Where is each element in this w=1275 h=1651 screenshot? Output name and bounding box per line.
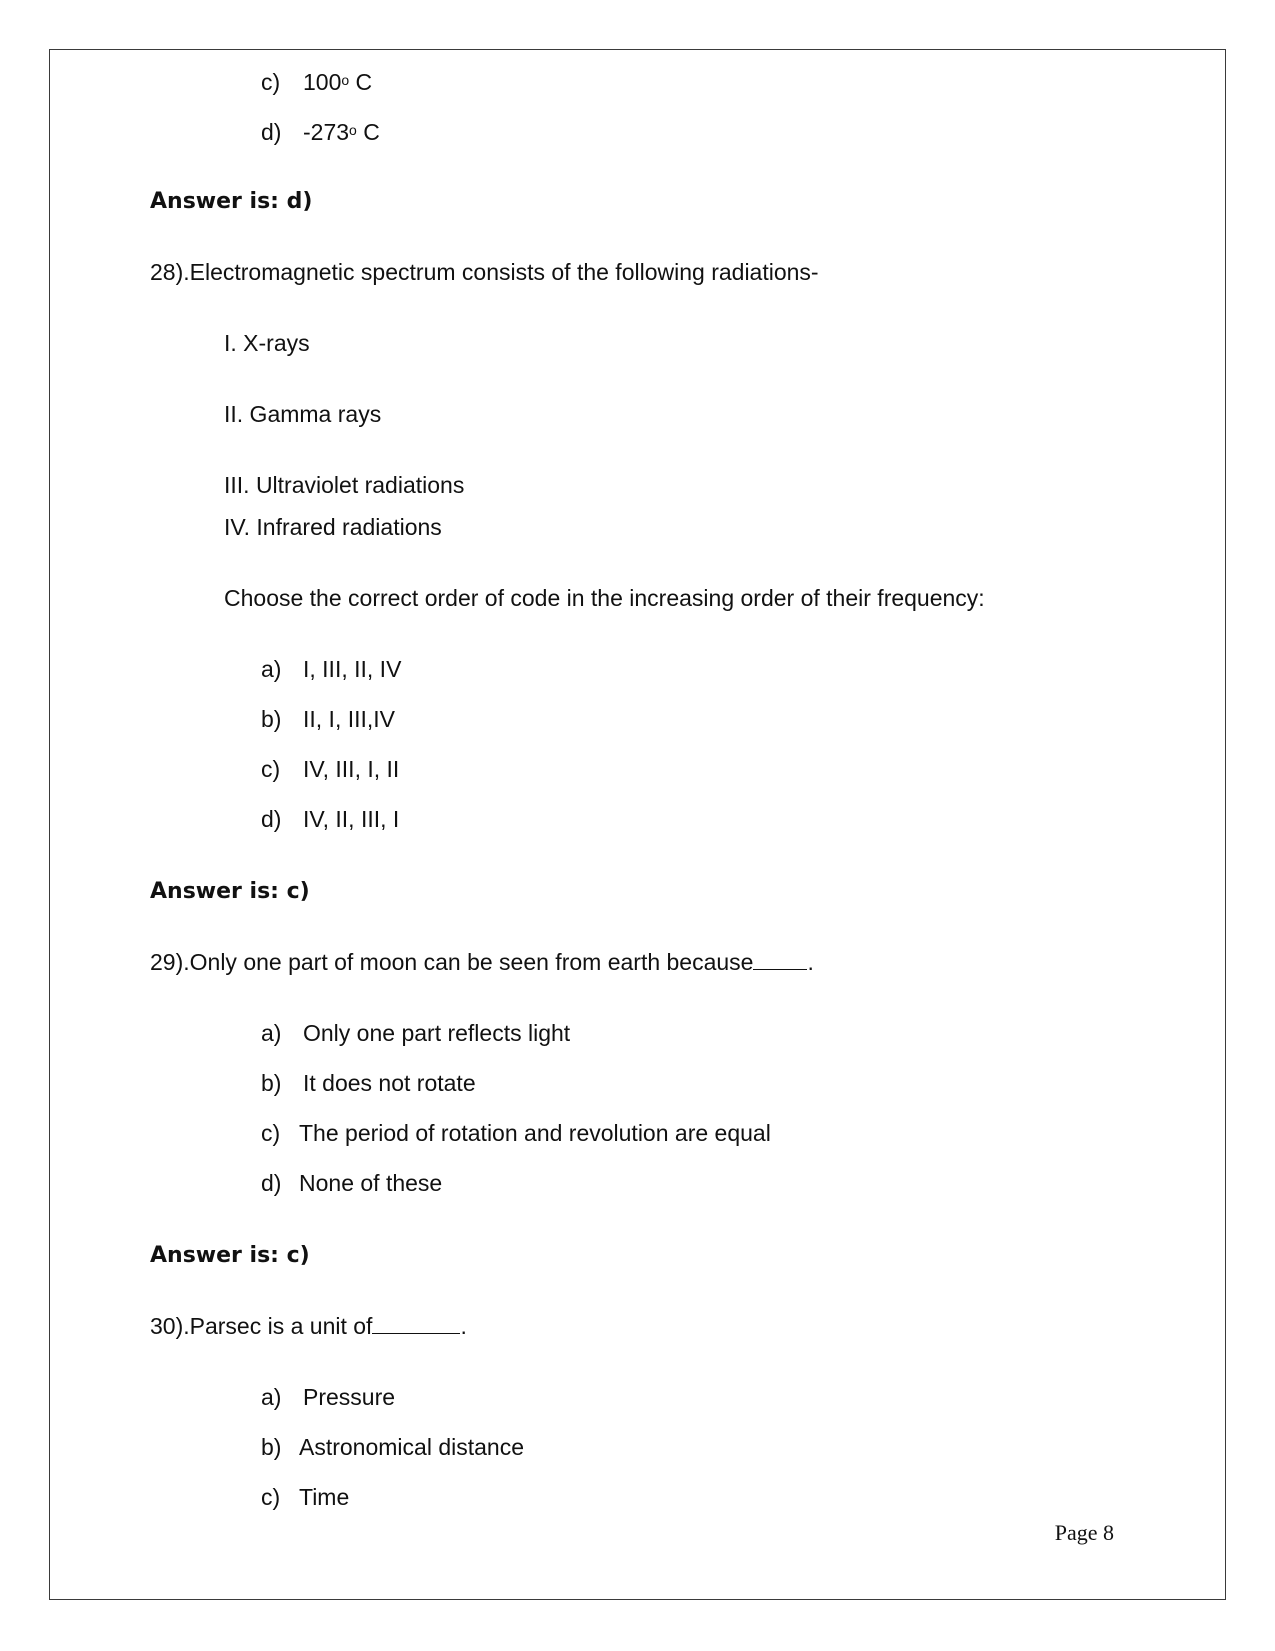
option-letter: c) (261, 1120, 281, 1146)
option-letter: d) (261, 119, 282, 145)
degree-superscript: o (349, 122, 357, 138)
q28-item-2: II. Gamma rays (224, 401, 382, 427)
option-letter: a) (261, 1020, 282, 1046)
question-end: . (807, 949, 814, 975)
option-text: None of these (299, 1170, 443, 1196)
q28-option-a (261, 655, 401, 683)
degree-superscript: o (341, 72, 350, 88)
q28-item-4: IV. Infrared radiations (224, 514, 442, 540)
q29-option-c (261, 1119, 771, 1147)
q29-option-d (261, 1169, 442, 1197)
option-unit: C (349, 69, 373, 95)
q30-option-c (261, 1483, 349, 1511)
q30-option-a (261, 1383, 395, 1411)
page-number: Page 8 (1054, 1520, 1114, 1545)
option-d-q27 (261, 116, 380, 146)
question-text: 29).Only one part of moon can be seen from earth because (150, 949, 754, 975)
option-value: 100 (303, 69, 342, 95)
answer-q27: Answer is: d) (150, 189, 313, 214)
option-letter: b) (261, 706, 282, 732)
answer-blank (753, 949, 807, 970)
option-text: IV, II, III, I (303, 806, 400, 832)
option-letter: c) (261, 756, 281, 782)
option-text: The period of rotation and revolution are equal (299, 1120, 771, 1146)
option-letter: b) (261, 1434, 282, 1460)
option-text: Astronomical distance (299, 1434, 524, 1460)
option-letter: c) (261, 1484, 281, 1510)
answer-q28: Answer is: c) (150, 879, 310, 904)
q28-instruction: Choose the correct order of code in the increasing order of their frequency: (224, 585, 985, 611)
q28-item-1: I. X-rays (224, 330, 310, 356)
option-text: I, III, II, IV (303, 656, 402, 682)
option-c-q27 (261, 66, 372, 96)
option-letter: c) (261, 69, 281, 95)
option-text: It does not rotate (303, 1070, 476, 1096)
option-text: Pressure (303, 1384, 396, 1410)
option-text: Time (299, 1484, 350, 1510)
q30-option-b (261, 1433, 524, 1461)
question-28: 28).Electromagnetic spectrum consists of the following radiations- (150, 259, 819, 285)
q29-option-a (261, 1019, 570, 1047)
answer-q29: Answer is: c) (150, 1243, 310, 1268)
question-end: . (460, 1313, 467, 1339)
q28-item-3: III. Ultraviolet radiations (224, 472, 465, 498)
q28-option-c (261, 755, 399, 783)
option-letter: b) (261, 1070, 282, 1096)
option-unit: C (356, 119, 380, 145)
q29-option-b (261, 1069, 476, 1097)
option-text: II, I, III,IV (303, 706, 396, 732)
q28-option-b (261, 705, 395, 733)
answer-blank (372, 1313, 460, 1334)
question-29 (150, 948, 814, 976)
option-letter: d) (261, 806, 282, 832)
option-letter: a) (261, 1384, 282, 1410)
option-text: Only one part reflects light (303, 1020, 571, 1046)
option-text: IV, III, I, II (303, 756, 400, 782)
option-letter: a) (261, 656, 282, 682)
question-30 (150, 1312, 467, 1340)
option-letter: d) (261, 1170, 282, 1196)
q28-option-d (261, 805, 399, 833)
option-value: -273 (303, 119, 350, 145)
question-text: 30).Parsec is a unit of (150, 1313, 373, 1339)
